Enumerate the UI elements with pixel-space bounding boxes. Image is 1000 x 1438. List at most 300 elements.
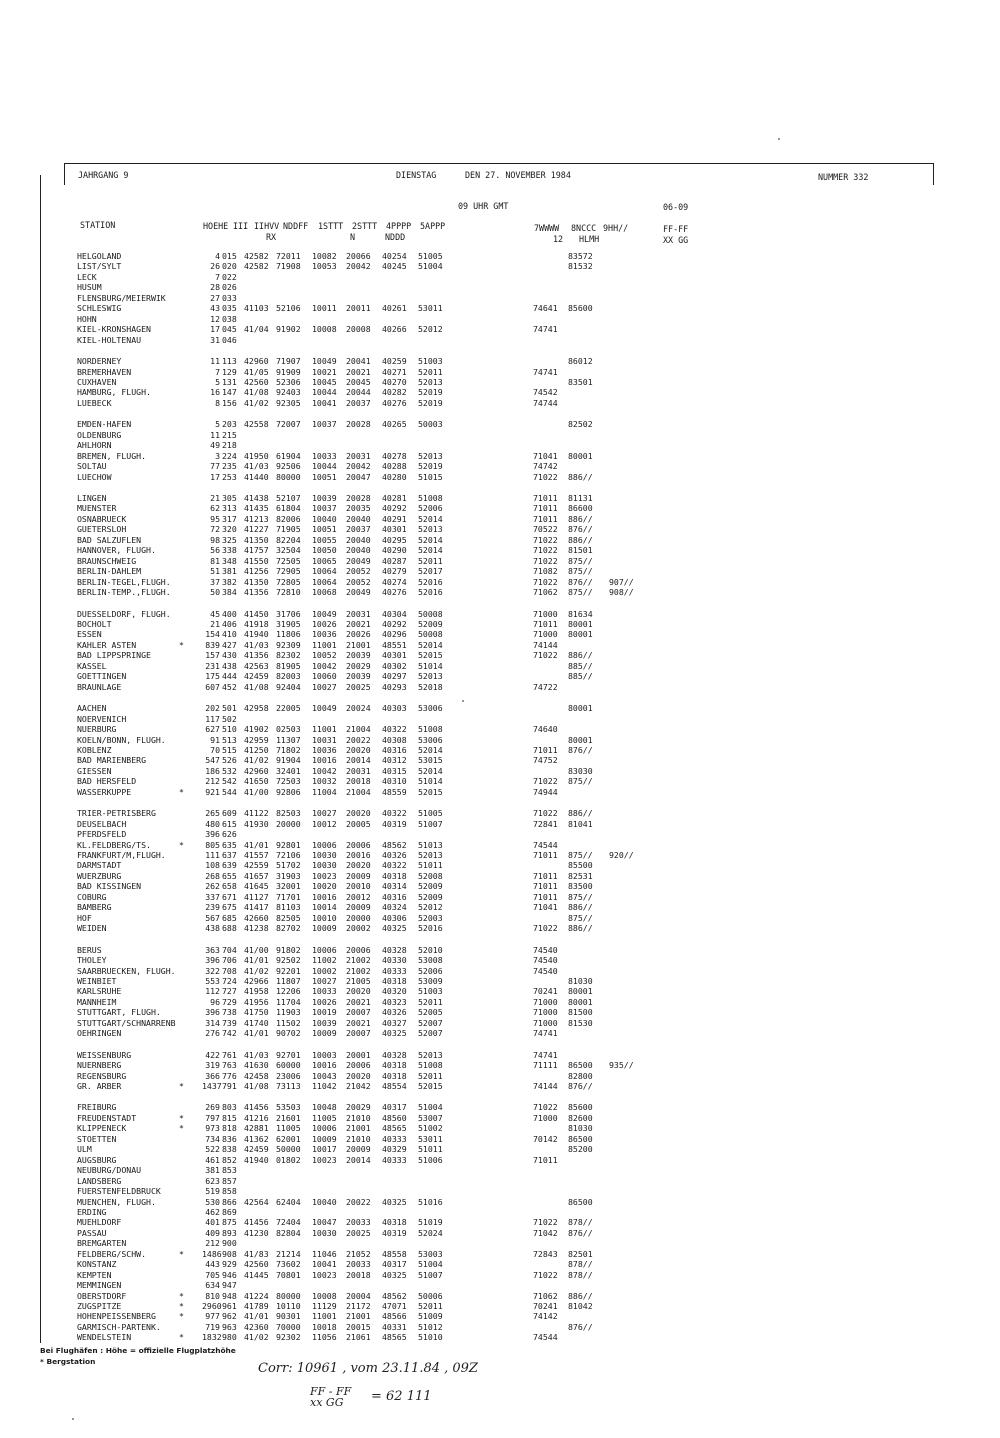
group-7wwww: 74722	[533, 681, 558, 692]
mountain-marker: *	[179, 786, 184, 797]
group-iihvv: 41456	[244, 1217, 269, 1228]
group-4pppp: 40301	[382, 524, 407, 535]
group-nddff: 80000	[276, 1290, 301, 1301]
group-iihvv: 41256	[244, 566, 269, 577]
station-row	[0, 819, 1000, 830]
group-nddff: 72805	[276, 576, 301, 587]
group-1sttt: 10064	[312, 576, 337, 587]
group-iihvv: 42582	[244, 251, 269, 261]
station-row	[0, 745, 1000, 756]
group-5appp: 52014	[418, 639, 443, 650]
group-2sttt: 21010	[346, 1133, 371, 1144]
station-name: GR. ARBER	[77, 1081, 122, 1091]
group-nddff: 71908	[276, 261, 301, 272]
station-name: KARLSRUHE	[77, 986, 122, 997]
group-iihvv: 41902	[244, 724, 269, 734]
group-nddff: 32504	[276, 545, 301, 556]
group-4pppp: 40303	[382, 703, 407, 714]
group-8nccc: 886//	[568, 808, 593, 819]
group-7wwww: 71000	[533, 996, 558, 1007]
station-number: 444	[222, 671, 237, 682]
group-iihvv: 41227	[244, 524, 269, 535]
group-nddff: 60000	[276, 1060, 301, 1071]
group-1sttt: 10009	[312, 1133, 337, 1144]
group-8nccc: 81030	[568, 1123, 593, 1134]
group-4pppp: 40306	[382, 912, 407, 923]
station-number: 113	[222, 356, 237, 366]
station-name: BERLIN-DAHLEM	[77, 566, 142, 577]
group-nddff: 62404	[276, 1196, 301, 1207]
group-8nccc: 875//	[568, 776, 593, 787]
group-iihvv: 41740	[244, 1017, 269, 1028]
station-height: 62	[210, 503, 220, 514]
station-number: 544	[222, 786, 237, 797]
station-height: 21	[210, 493, 220, 503]
group-1sttt: 10017	[312, 1144, 337, 1155]
station-row	[0, 776, 1000, 787]
group-1sttt: 10053	[312, 261, 337, 272]
station-number: 382	[222, 576, 237, 587]
group-4pppp: 40333	[382, 965, 407, 976]
group-4pppp: 40317	[382, 1102, 407, 1113]
group-8nccc: 80001	[568, 703, 593, 714]
column-7wwww: 7WWWW	[534, 223, 560, 233]
group-7wwww: 74741	[533, 366, 558, 377]
station-row	[0, 356, 1000, 367]
station-number: 427	[222, 639, 237, 650]
group-5appp: 52008	[418, 870, 443, 881]
group-4pppp: 40254	[382, 251, 407, 261]
scan-speck	[72, 1418, 74, 1420]
group-4pppp: 40325	[382, 1269, 407, 1280]
station-name: BERLIN-TEMP.,FLUGH.	[77, 587, 171, 598]
group-2sttt: 20020	[346, 808, 371, 819]
group-8nccc: 86500	[568, 1196, 593, 1207]
station-number: 515	[222, 744, 237, 755]
group-7wwww: 71041	[533, 902, 558, 913]
station-name: KLIPPENECK	[77, 1123, 127, 1134]
group-5appp: 52017	[418, 566, 443, 577]
group-7wwww: 71022	[533, 776, 558, 787]
group-4pppp: 48566	[382, 1311, 407, 1322]
group-iihvv: 42563	[244, 660, 269, 671]
station-height: 5	[215, 376, 220, 387]
station-height: 98	[210, 534, 220, 545]
station-number: 626	[222, 829, 237, 840]
group-7wwww: 70522	[533, 524, 558, 535]
station-number: 452	[222, 681, 237, 692]
group-8nccc: 86012	[568, 356, 593, 366]
group-iihvv: 41/05	[244, 366, 269, 377]
station-number: 513	[222, 734, 237, 745]
station-row	[0, 335, 1000, 346]
station-number: 639	[222, 860, 237, 871]
group-7wwww: 71000	[533, 1007, 558, 1018]
group-8nccc: 878//	[568, 1259, 593, 1270]
station-number: 156	[222, 397, 237, 408]
station-number: 866	[222, 1196, 237, 1207]
group-nddff: 92502	[276, 955, 301, 965]
station-height: 567	[205, 912, 220, 923]
station-row	[0, 703, 1000, 714]
group-1sttt: 10049	[312, 608, 337, 619]
station-height: 269	[205, 1102, 220, 1113]
station-row	[0, 1050, 1000, 1061]
station-height: 72	[210, 524, 220, 535]
group-iihvv: 41435	[244, 503, 269, 514]
station-name: AACHEN	[77, 703, 107, 714]
station-height: 202	[205, 703, 220, 714]
station-height: 438	[205, 923, 220, 934]
group-1sttt: 11042	[312, 1081, 337, 1091]
station-height: 112	[205, 986, 220, 997]
group-7wwww: 71022	[533, 808, 558, 819]
station-height: 396	[205, 1007, 220, 1018]
mountain-marker: *	[179, 839, 184, 850]
station-row	[0, 1060, 1000, 1071]
station-height: 11	[210, 429, 220, 440]
station-number: 253	[222, 471, 237, 482]
group-8nccc: 85600	[568, 303, 593, 314]
station-number: 410	[222, 629, 237, 640]
station-number: 532	[222, 765, 237, 776]
group-4pppp: 40279	[382, 566, 407, 577]
group-5appp: 51007	[418, 1269, 443, 1280]
column-n: N	[350, 232, 356, 242]
station-row	[0, 1207, 1000, 1218]
station-name: FREUDENSTADT	[77, 1112, 137, 1123]
group-iihvv: 42881	[244, 1123, 269, 1134]
group-2sttt: 20025	[346, 681, 371, 692]
station-name: OEHRINGEN	[77, 1028, 122, 1039]
station-height: 7	[215, 271, 220, 282]
group-5appp: 51009	[418, 1311, 443, 1322]
group-2sttt: 21010	[346, 1112, 371, 1123]
station-height: 96	[210, 996, 220, 1007]
station-name: KAHLER ASTEN	[77, 639, 137, 650]
station-height: 422	[205, 1049, 220, 1060]
station-name: NUERBURG	[77, 724, 117, 734]
station-height: 50	[210, 587, 220, 598]
station-row	[0, 387, 1000, 398]
station-row	[0, 986, 1000, 997]
station-name: MUENSTER	[77, 503, 117, 514]
station-name: KOELN/BONN, FLUGH.	[77, 734, 166, 745]
station-number: 235	[222, 461, 237, 472]
station-number: 688	[222, 923, 237, 934]
group-iihvv: 41350	[244, 576, 269, 587]
group-nddff: 21214	[276, 1248, 301, 1259]
observation-range: 06-09	[663, 202, 689, 212]
group-8nccc: 83501	[568, 376, 593, 387]
station-row	[0, 1197, 1000, 1208]
station-name: NEUBURG/DONAU	[77, 1165, 142, 1176]
station-height: 268	[205, 870, 220, 881]
station-number: 961	[222, 1301, 237, 1311]
group-8nccc: 80001	[568, 619, 593, 629]
station-name: HOHN	[77, 313, 97, 324]
group-7wwww: 71062	[533, 1290, 558, 1301]
station-name: MUENCHEN, FLUGH.	[77, 1196, 156, 1207]
group-4pppp: 47071	[382, 1301, 407, 1311]
group-8nccc: 886//	[568, 513, 593, 524]
group-1sttt: 10044	[312, 387, 337, 398]
group-5appp: 51004	[418, 1102, 443, 1113]
station-row	[0, 829, 1000, 840]
group-8nccc: 80001	[568, 734, 593, 745]
group-2sttt: 20016	[346, 850, 371, 860]
station-height: 314	[205, 1017, 220, 1028]
group-1sttt: 10050	[312, 545, 337, 556]
group-8nccc: 886//	[568, 902, 593, 913]
group-4pppp: 40333	[382, 1133, 407, 1144]
group-5appp: 51002	[418, 1123, 443, 1134]
station-row	[0, 714, 1000, 725]
station-number: 045	[222, 324, 237, 335]
group-1sttt: 10006	[312, 839, 337, 850]
group-2sttt: 20025	[346, 1227, 371, 1238]
group-8nccc: 81500	[568, 1007, 593, 1018]
group-iihvv: 41450	[244, 608, 269, 619]
group-1sttt: 10032	[312, 776, 337, 787]
group-5appp: 51003	[418, 986, 443, 997]
station-row	[0, 535, 1000, 546]
group-5appp: 51008	[418, 724, 443, 734]
group-nddff: 11502	[276, 1017, 301, 1028]
station-number: 338	[222, 545, 237, 556]
group-4pppp: 40304	[382, 608, 407, 619]
group-2sttt: 21004	[346, 786, 371, 797]
station-number: 738	[222, 1007, 237, 1018]
station-height: 28	[210, 282, 220, 293]
station-height: 319	[205, 1060, 220, 1071]
station-name: DUESSELDORF, FLUGH.	[77, 608, 171, 619]
station-number: 147	[222, 387, 237, 398]
group-7wwww: 74542	[533, 387, 558, 398]
station-row	[0, 524, 1000, 535]
station-name: DARMSTADT	[77, 860, 122, 871]
group-7wwww: 74540	[533, 965, 558, 976]
station-row	[0, 493, 1000, 504]
station-row	[0, 556, 1000, 567]
station-height: 522	[205, 1144, 220, 1155]
group-1sttt: 10008	[312, 1290, 337, 1301]
group-nddff: 52306	[276, 376, 301, 387]
group-nddff: 11307	[276, 734, 301, 745]
station-row	[0, 881, 1000, 892]
group-7wwww: 74741	[533, 1028, 558, 1039]
station-name: SAARBRUECKEN, FLUGH.	[77, 965, 176, 976]
station-row	[0, 808, 1000, 819]
station-row	[0, 1102, 1000, 1113]
scan-speck	[462, 700, 464, 702]
group-nddff: 10110	[276, 1301, 301, 1311]
group-7wwww: 74540	[533, 955, 558, 965]
group-7wwww: 71022	[533, 650, 558, 661]
station-height: 51	[210, 566, 220, 577]
group-iihvv: 41356	[244, 650, 269, 661]
column-iihvv: IIHVV	[254, 221, 280, 231]
group-nddff: 92404	[276, 681, 301, 692]
group-4pppp: 40322	[382, 724, 407, 734]
group-2sttt: 20031	[346, 765, 371, 776]
mountain-marker: *	[179, 1123, 184, 1134]
group-5appp: 52014	[418, 534, 443, 545]
group-7wwww: 72841	[533, 818, 558, 829]
group-8nccc: 83500	[568, 881, 593, 892]
group-iihvv: 41/02	[244, 965, 269, 976]
group-1sttt: 10010	[312, 912, 337, 923]
group-4pppp: 40318	[382, 1217, 407, 1228]
group-2sttt: 20020	[346, 860, 371, 871]
group-2sttt: 20049	[346, 555, 371, 566]
group-8nccc: 82531	[568, 870, 593, 881]
station-name: GIESSEN	[77, 765, 112, 776]
group-5appp: 52014	[418, 545, 443, 556]
group-2sttt: 20007	[346, 1028, 371, 1039]
group-5appp: 51011	[418, 1144, 443, 1155]
group-2sttt: 20041	[346, 356, 371, 366]
group-4pppp: 40288	[382, 461, 407, 472]
group-7wwww: 70142	[533, 1133, 558, 1144]
station-height: 396	[205, 955, 220, 965]
group-2sttt: 20020	[346, 1070, 371, 1081]
station-number: 761	[222, 1049, 237, 1060]
group-2sttt: 21002	[346, 955, 371, 965]
station-row	[0, 1028, 1000, 1039]
group-5appp: 53011	[418, 1133, 443, 1144]
group-4pppp: 40333	[382, 1154, 407, 1165]
group-7wwww: 74144	[533, 639, 558, 650]
station-row	[0, 1217, 1000, 1228]
mountain-marker: *	[179, 1081, 184, 1091]
group-5appp: 52011	[418, 1070, 443, 1081]
group-4pppp: 40331	[382, 1321, 407, 1332]
group-2sttt: 21001	[346, 1123, 371, 1134]
station-row	[0, 1134, 1000, 1145]
station-name: HOF	[77, 912, 92, 923]
station-name: TRIER-PETRISBERG	[77, 808, 156, 819]
group-nddff: 31905	[276, 619, 301, 629]
group-5appp: 52013	[418, 850, 443, 860]
station-number: 317	[222, 513, 237, 524]
station-height: 797	[205, 1112, 220, 1123]
group-iihvv: 42459	[244, 671, 269, 682]
group-nddff: 90301	[276, 1311, 301, 1322]
station-number: 313	[222, 503, 237, 514]
group-4pppp: 48565	[382, 1332, 407, 1343]
mountain-marker: *	[179, 1290, 184, 1301]
group-nddff: 82702	[276, 923, 301, 934]
header-rule-left	[64, 163, 65, 185]
station-number: 803	[222, 1102, 237, 1113]
group-iihvv: 41/04	[244, 324, 269, 335]
group-nddff: 11903	[276, 1007, 301, 1018]
group-nddff: 91909	[276, 366, 301, 377]
station-height: 81	[210, 555, 220, 566]
group-iihvv: 41918	[244, 619, 269, 629]
group-4pppp: 40291	[382, 513, 407, 524]
group-8nccc: 83572	[568, 251, 593, 261]
station-row	[0, 440, 1000, 451]
group-1sttt: 10033	[312, 986, 337, 997]
group-1sttt: 10027	[312, 808, 337, 819]
group-iihvv: 41/00	[244, 944, 269, 955]
station-row	[0, 1123, 1000, 1134]
group-8nccc: 81131	[568, 493, 593, 503]
group-4pppp: 40259	[382, 356, 407, 366]
group-8nccc: 86600	[568, 503, 593, 514]
group-5appp: 52013	[418, 450, 443, 461]
station-name: HUSUM	[77, 282, 102, 293]
group-nddff: 92309	[276, 639, 301, 650]
group-7wwww: 74544	[533, 1332, 558, 1343]
group-8nccc: 80001	[568, 986, 593, 997]
group-7wwww: 74540	[533, 944, 558, 955]
group-4pppp: 40318	[382, 1060, 407, 1071]
station-row	[0, 1081, 1000, 1092]
column-8nccc: 8NCCC	[571, 223, 597, 233]
station-name: BAD LIPPSPRINGE	[77, 650, 151, 661]
station-number: 348	[222, 555, 237, 566]
group-iihvv: 41/02	[244, 755, 269, 766]
group-2sttt: 20011	[346, 303, 371, 314]
station-number: 980	[222, 1332, 237, 1343]
group-1sttt: 11001	[312, 639, 337, 650]
station-number: 131	[222, 376, 237, 387]
group-7wwww: 71111	[533, 1060, 558, 1071]
station-height: 363	[205, 944, 220, 955]
group-8nccc: 876//	[568, 744, 593, 755]
station-height: 627	[205, 724, 220, 734]
group-1sttt: 10027	[312, 681, 337, 692]
group-4pppp: 40292	[382, 619, 407, 629]
group-2sttt: 20037	[346, 397, 371, 408]
station-height: 111	[205, 850, 220, 860]
station-height: 480	[205, 818, 220, 829]
group-2sttt: 20006	[346, 1060, 371, 1071]
group-iihvv: 41/01	[244, 1311, 269, 1322]
group-nddff: 71802	[276, 744, 301, 755]
group-1sttt: 10048	[312, 1102, 337, 1113]
station-number: 838	[222, 1144, 237, 1155]
station-number: 818	[222, 1123, 237, 1134]
mountain-marker: *	[179, 1112, 184, 1123]
column-xxgg: XX GG	[663, 235, 689, 245]
station-height: 4	[215, 251, 220, 261]
group-1sttt: 10036	[312, 629, 337, 640]
station-name: ULM	[77, 1144, 92, 1155]
group-1sttt: 10027	[312, 975, 337, 986]
station-number: 033	[222, 292, 237, 303]
station-name: MUEHLDORF	[77, 1217, 122, 1228]
group-iihvv: 41216	[244, 1112, 269, 1123]
group-iihvv: 41417	[244, 902, 269, 913]
group-nddff: 71905	[276, 524, 301, 535]
station-name: BRAUNSCHWEIG	[77, 555, 137, 566]
group-4pppp: 40265	[382, 419, 407, 430]
group-1sttt: 10016	[312, 755, 337, 766]
group-8nccc: 886//	[568, 534, 593, 545]
station-height: 409	[205, 1227, 220, 1238]
group-1sttt: 11005	[312, 1112, 337, 1123]
group-1sttt: 10064	[312, 566, 337, 577]
station-row	[0, 367, 1000, 378]
group-nddff: 73602	[276, 1259, 301, 1270]
station-name: HANNOVER, FLUGH.	[77, 545, 156, 556]
station-number: 875	[222, 1217, 237, 1228]
group-1sttt: 10016	[312, 891, 337, 902]
